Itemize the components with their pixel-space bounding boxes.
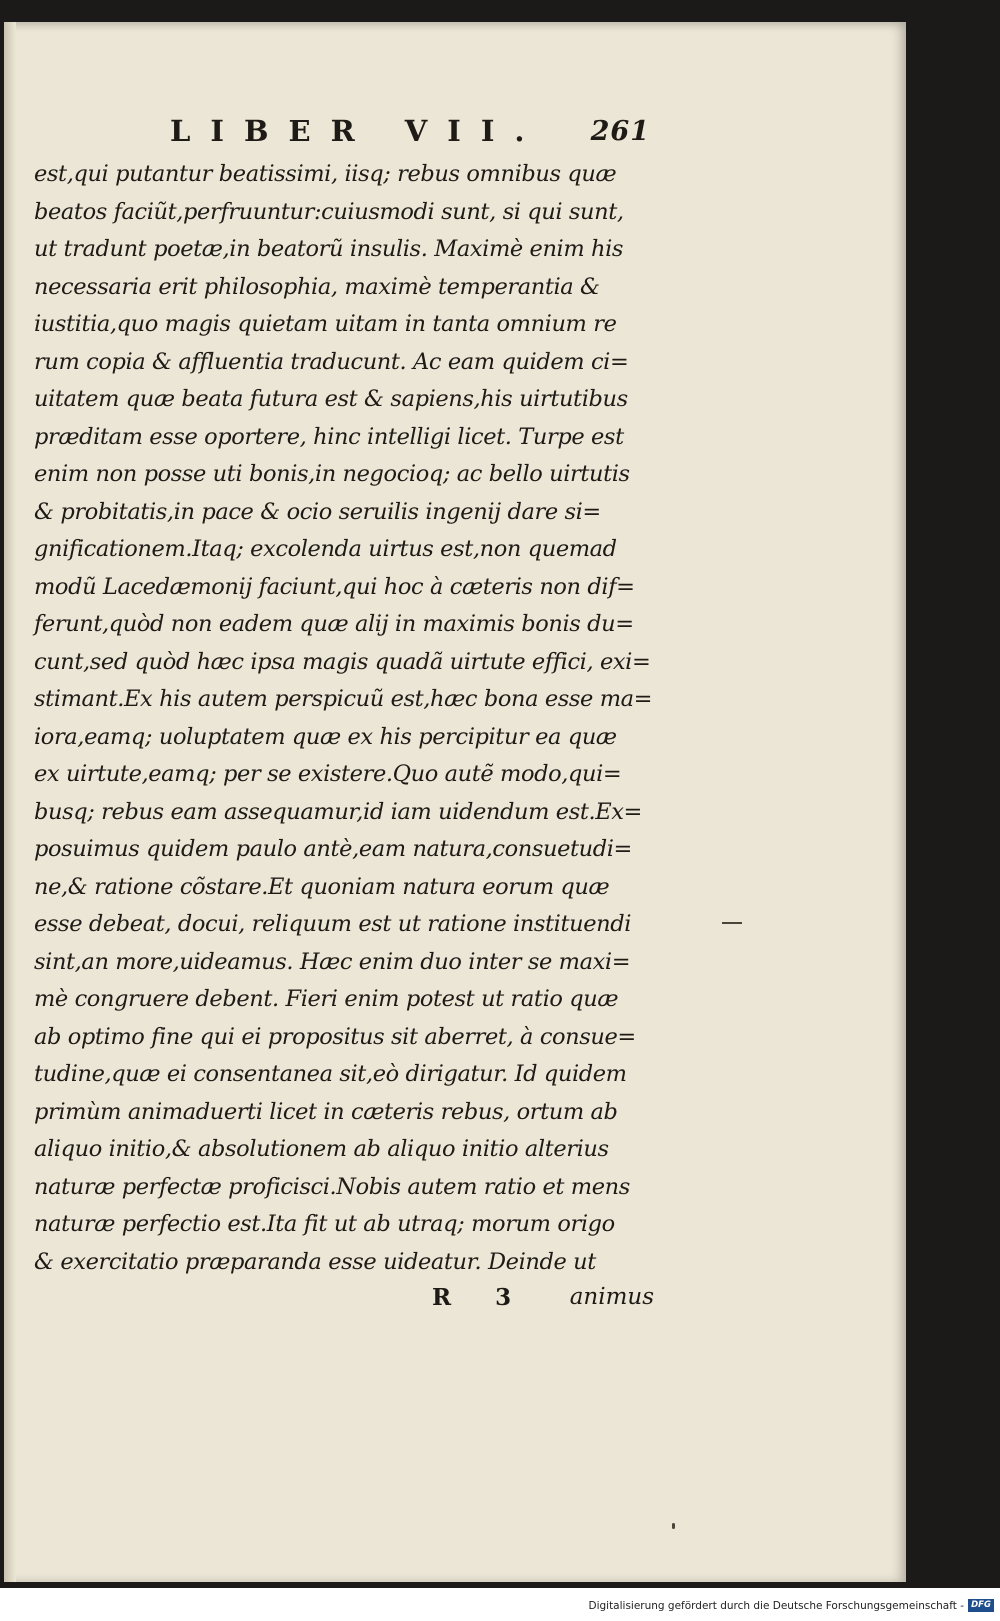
text-line: necessaria erit philosophia, maximè temperantia & [34, 273, 600, 300]
text-line: busq; rebus eam assequamur,id iam uidendum est.Ex= [34, 798, 643, 825]
text-line: mè congruere debent. Fieri enim potest ut ratio quæ [34, 986, 619, 1012]
running-head [170, 114, 650, 154]
folio-number: 261 [590, 116, 650, 147]
text-line: sint,an more,uideamus. Hæc enim duo inter se maxi= [34, 948, 631, 975]
text-line: & probitatis,in pace & ocio seruilis ingenij dare si= [34, 498, 601, 525]
text-line: & exercitatio præparanda esse uideatur. Deinde ut [34, 1248, 596, 1275]
body-text [34, 156, 654, 1281]
text-line: modũ Lacedæmonij faciunt,qui hoc à cæteris non dif= [34, 573, 635, 600]
paper-speck [672, 1523, 675, 1529]
text-line: primùm animaduerti licet in cæteris rebus, ortum ab [34, 1098, 618, 1125]
credit-bar [0, 1588, 1000, 1621]
text-line: beatos faciũt,perfruuntur:cuiusmodi sunt, si qui sunt, [34, 198, 624, 225]
margin-mark [722, 922, 742, 924]
text-line: esse debeat, docui, reliquum est ut ratione instituendi [34, 911, 632, 937]
text-line: ferunt,quòd non eadem quæ alij in maximis bonis du= [34, 611, 634, 637]
text-line: tudine,quæ ei consentanea sit,eò dirigatur. Id quidem [34, 1061, 627, 1087]
book-page [4, 22, 906, 1582]
text-line: posuimus quidem paulo antè,eam natura,consuetudi= [34, 836, 632, 862]
text-line: uitatem quæ beata futura est & sapiens,his uirtutibus [34, 386, 628, 412]
text-line: enim non posse uti bonis,in negocioq; ac bello uirtutis [34, 461, 630, 487]
page-footer [34, 1284, 654, 1320]
running-title: LIBER VII. [170, 114, 545, 148]
text-line: stimant.Ex his autem perspicuũ est,hæc bona esse ma= [34, 686, 653, 712]
page-gutter-shadow [4, 22, 16, 1582]
text-line: cunt,sed quòd hæc ipsa magis quadã uirtute effici, exi= [34, 648, 651, 675]
text-line: rum copia & affluentia traducunt. Ac eam quidem ci= [34, 348, 629, 375]
text-line: aliquo initio,& absolutionem ab aliquo initio alterius [34, 1136, 609, 1162]
dfg-logo-icon: DFG [968, 1599, 994, 1612]
text-line: iustitia,quo magis quietam uitam in tanta omnium re [34, 311, 617, 337]
text-line: est,qui putantur beatissimi, iisq; rebus omnibus quæ [34, 161, 617, 187]
funding-credit: Digitalisierung gefördert durch die Deutsche Forschungsgemeinschaft - [588, 1600, 964, 1612]
text-line: naturæ perfectæ proficisci.Nobis autem ratio et mens [34, 1173, 630, 1200]
text-line: naturæ perfectio est.Ita fit ut ab utraq; morum origo [34, 1211, 615, 1237]
text-line: præditam esse oportere, hinc intelligi licet. Turpe est [34, 423, 624, 450]
text-line: ut tradunt poetæ,in beatorũ insulis. Maximè enim his [34, 236, 624, 262]
catchword: animus [569, 1284, 654, 1310]
signature-mark: R 3 [432, 1284, 530, 1311]
text-line: ne,& ratione cõstare.Et quoniam natura eorum quæ [34, 873, 610, 900]
text-line: ab optimo fine qui ei propositus sit aberret, à consue= [34, 1023, 636, 1050]
text-line: iora,eamq; uoluptatem quæ ex his percipitur ea quæ [34, 723, 617, 750]
text-line: ex uirtute,eamq; per se existere.Quo autẽ modo,qui= [34, 761, 622, 787]
text-line: gnificationem.Itaq; excolenda uirtus est,non quemad [34, 536, 617, 562]
